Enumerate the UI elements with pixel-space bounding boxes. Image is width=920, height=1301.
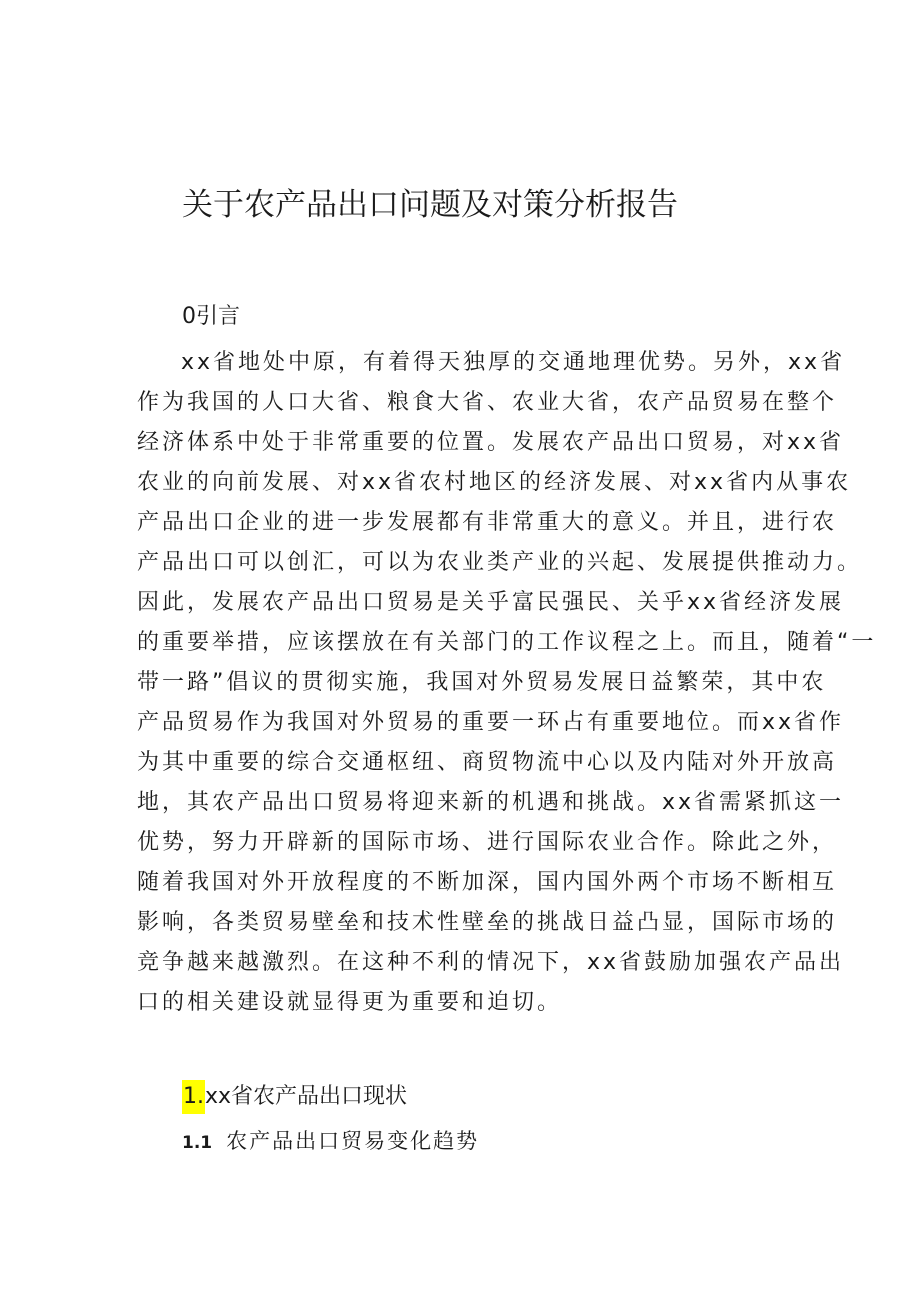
paragraph-line: 口的相关建设就显得更为重要和迫切。: [137, 990, 563, 1015]
intro-heading: 0引言: [182, 304, 240, 329]
paragraph-line: 作为我国的人口大省、粮食大省、农业大省，农产品贸易在整个: [137, 390, 838, 415]
subsection-number: 1.1: [182, 1133, 213, 1153]
section-number-highlight: 1.: [182, 1080, 205, 1114]
paragraph-line: 带一路”倡议的贯彻实施，我国对外贸易发展日益繁荣，其中农: [137, 670, 827, 695]
paragraph-line: 经济体系中处于非常重要的位置。发展农产品出口贸易，对xx省: [137, 430, 845, 455]
paragraph-line: 影响，各类贸易壁垒和技术性壁垒的挑战日益凸显，国际市场的: [137, 910, 838, 935]
paragraph-line: 竞争越来越激烈。在这种不利的情况下，xx省鼓励加强农产品出: [137, 950, 845, 975]
intro-paragraph: [137, 343, 877, 1023]
section-title: xx省农产品出口现状: [205, 1084, 408, 1109]
section-heading: [182, 1080, 407, 1114]
paragraph-line: 为其中重要的综合交通枢纽、商贸物流中心以及内陆对外开放高: [137, 750, 838, 775]
paragraph-line: 优势，努力开辟新的国际市场、进行国际农业合作。除此之外，: [137, 830, 838, 855]
paragraph-line: 产品出口企业的进一步发展都有非常重大的意义。并且，进行农: [137, 510, 838, 535]
paragraph-line: 因此，发展农产品出口贸易是关乎富民强民、关乎xx省经济发展: [137, 590, 845, 615]
paragraph-line: 产品贸易作为我国对外贸易的重要一环占有重要地位。而xx省作: [137, 710, 845, 735]
paragraph-line: 产品出口可以创汇，可以为农业类产业的兴起、发展提供推动力。: [137, 550, 863, 575]
paragraph-line: 的重要举措，应该摆放在有关部门的工作议程之上。而且，随着“一: [137, 630, 877, 655]
paragraph-line: 随着我国对外开放程度的不断加深，国内国外两个市场不断相互: [137, 870, 838, 895]
paragraph-line: 地，其农产品出口贸易将迎来新的机遇和挑战。xx省需紧抓这一: [137, 790, 845, 815]
paragraph-line: 农业的向前发展、对xx省农村地区的经济发展、对xx省内从事农: [137, 470, 852, 495]
document-title: 关于农产品出口问题及对策分析报告: [182, 187, 678, 223]
subsection-heading: [182, 1124, 479, 1160]
subsection-title: 农产品出口贸易变化趋势: [226, 1129, 480, 1153]
paragraph-line: xx省地处中原，有着得天独厚的交通地理优势。另外，xx省: [181, 350, 846, 375]
